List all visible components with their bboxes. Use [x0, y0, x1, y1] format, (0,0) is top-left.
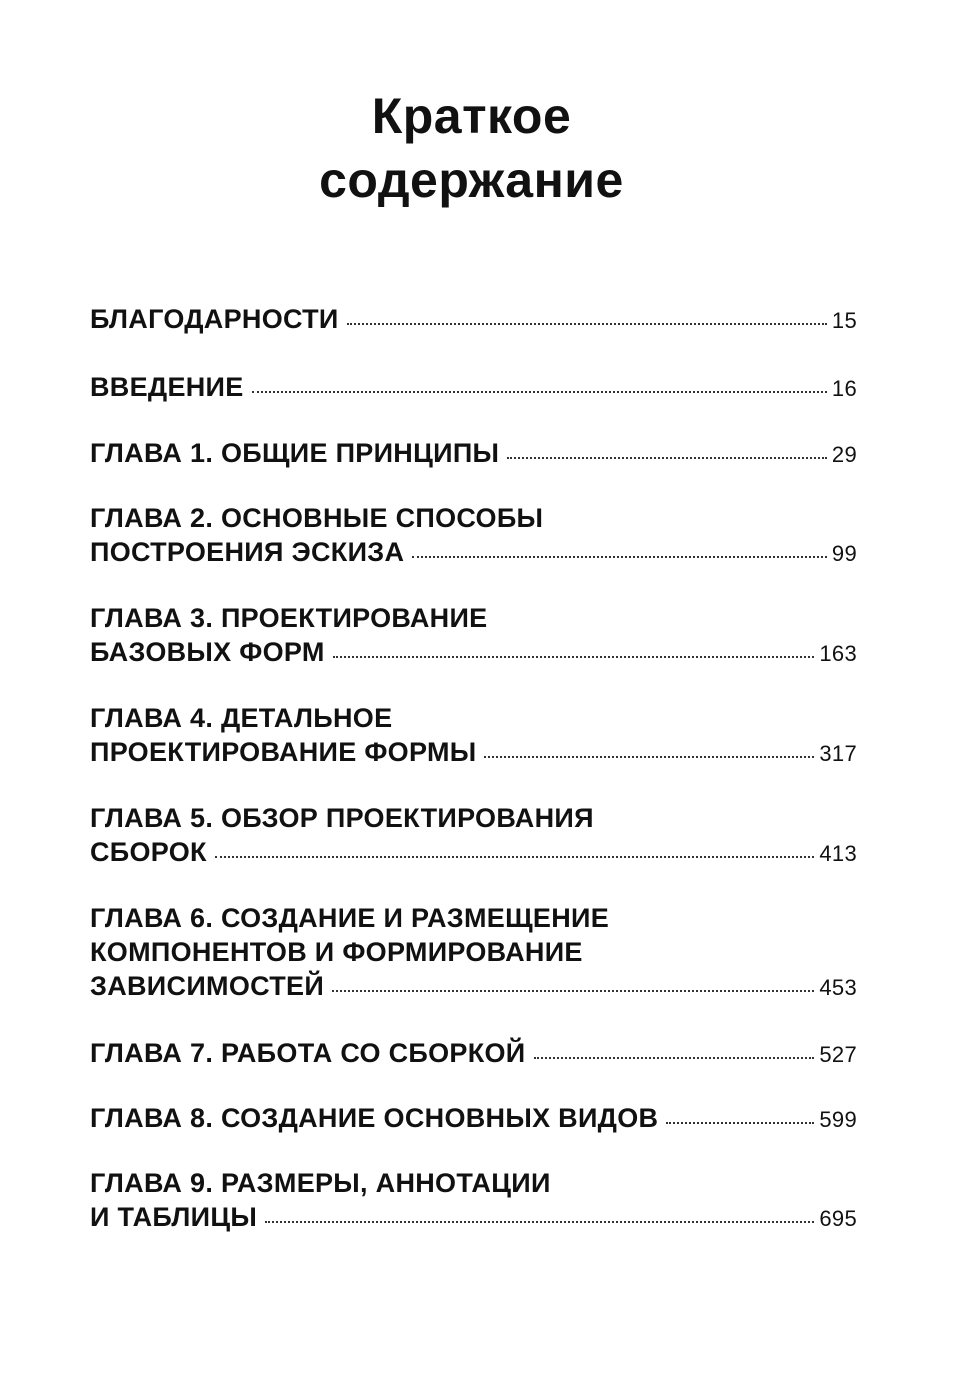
toc-entry[interactable]: [90, 801, 857, 871]
toc-entry-title-line: ГЛАВА 2. ОСНОВНЫЕ СПОСОБЫ: [90, 503, 544, 533]
toc-page-number: 695: [819, 1206, 857, 1231]
toc-page-number: 16: [831, 376, 857, 401]
toc-entry-title: БАЗОВЫХ ФОРМ: [90, 637, 325, 667]
toc-entry-title: ВВЕДЕНИЕ: [90, 372, 244, 402]
toc-entry-title-line: ГЛАВА 5. ОБЗОР ПРОЕКТИРОВАНИЯ: [90, 803, 594, 833]
toc-entry-title: ГЛАВА 7. РАБОТА СО СБОРКОЙ: [90, 1038, 526, 1068]
toc-entry-last-line: [90, 1200, 857, 1236]
toc-entry-title: ЗАВИСИМОСТЕЙ: [90, 971, 325, 1001]
toc-entry-last-line: [90, 835, 857, 871]
toc-entry-title-line: ГЛАВА 6. СОЗДАНИЕ И РАЗМЕЩЕНИЕ: [90, 903, 610, 933]
toc-entry[interactable]: [90, 1036, 857, 1072]
toc-entry-title: ПРОЕКТИРОВАНИЕ ФОРМЫ: [90, 737, 477, 767]
page-title-line-1: Краткое: [371, 88, 572, 144]
toc-entry[interactable]: [90, 1101, 857, 1137]
toc-entry-last-line: [90, 302, 857, 338]
page-title-line-2: содержание: [319, 152, 624, 208]
toc-page-number: 527: [819, 1042, 857, 1067]
toc-entry-title: И ТАБЛИЦЫ: [90, 1202, 258, 1232]
dot-leader: [507, 457, 827, 459]
toc-entry-title-line: ГЛАВА 3. ПРОЕКТИРОВАНИЕ: [90, 603, 488, 633]
toc-page-number: 599: [819, 1107, 857, 1132]
dot-leader: [333, 656, 815, 658]
toc-entry-last-line: [90, 735, 857, 771]
toc-entry[interactable]: [90, 901, 857, 1005]
dot-leader: [534, 1057, 815, 1059]
dot-leader: [332, 990, 814, 992]
dot-leader: [215, 856, 815, 858]
toc-entry[interactable]: [90, 436, 857, 472]
toc-entry[interactable]: [90, 601, 857, 671]
toc-entry-title-line: ГЛАВА 9. РАЗМЕРЫ, АННОТАЦИИ: [90, 1168, 551, 1198]
toc-entry[interactable]: [90, 370, 857, 406]
toc-entry[interactable]: [90, 501, 857, 571]
toc-entry-title-line: ГЛАВА 4. ДЕТАЛЬНОЕ: [90, 703, 393, 733]
dot-leader: [265, 1221, 814, 1223]
page-title: [0, 84, 943, 212]
toc-entry-title: ПОСТРОЕНИЯ ЭСКИЗА: [90, 537, 405, 567]
toc-page-number: 453: [819, 975, 857, 1000]
toc-entry[interactable]: [90, 302, 857, 338]
toc-page-number: 413: [819, 841, 857, 866]
dot-leader: [412, 556, 827, 558]
toc-entry-title-line: КОМПОНЕНТОВ И ФОРМИРОВАНИЕ: [90, 937, 583, 967]
toc-entry-title: ГЛАВА 1. ОБЩИЕ ПРИНЦИПЫ: [90, 438, 500, 468]
dot-leader: [252, 391, 827, 393]
toc-page-number: 15: [831, 308, 857, 333]
toc-entry-last-line: [90, 535, 857, 571]
toc-entry[interactable]: [90, 701, 857, 771]
toc-entry-last-line: [90, 1101, 857, 1137]
toc-entry-last-line: [90, 436, 857, 472]
toc-entry-last-line: [90, 370, 857, 406]
dot-leader: [666, 1122, 814, 1124]
toc-entry[interactable]: [90, 1166, 857, 1236]
toc-page-number: 29: [831, 442, 857, 467]
dot-leader: [484, 756, 814, 758]
toc-entry-last-line: [90, 635, 857, 671]
toc-entry-title: ГЛАВА 8. СОЗДАНИЕ ОСНОВНЫХ ВИДОВ: [90, 1103, 659, 1133]
toc-entry-last-line: [90, 969, 857, 1005]
toc-entry-title: СБОРОК: [90, 837, 207, 867]
toc-entry-last-line: [90, 1036, 857, 1072]
toc-page-number: 163: [819, 641, 857, 666]
toc-page-number: 317: [819, 741, 857, 766]
toc-entry-title: БЛАГОДАРНОСТИ: [90, 304, 339, 334]
toc-page-number: 99: [831, 541, 857, 566]
dot-leader: [347, 323, 827, 325]
